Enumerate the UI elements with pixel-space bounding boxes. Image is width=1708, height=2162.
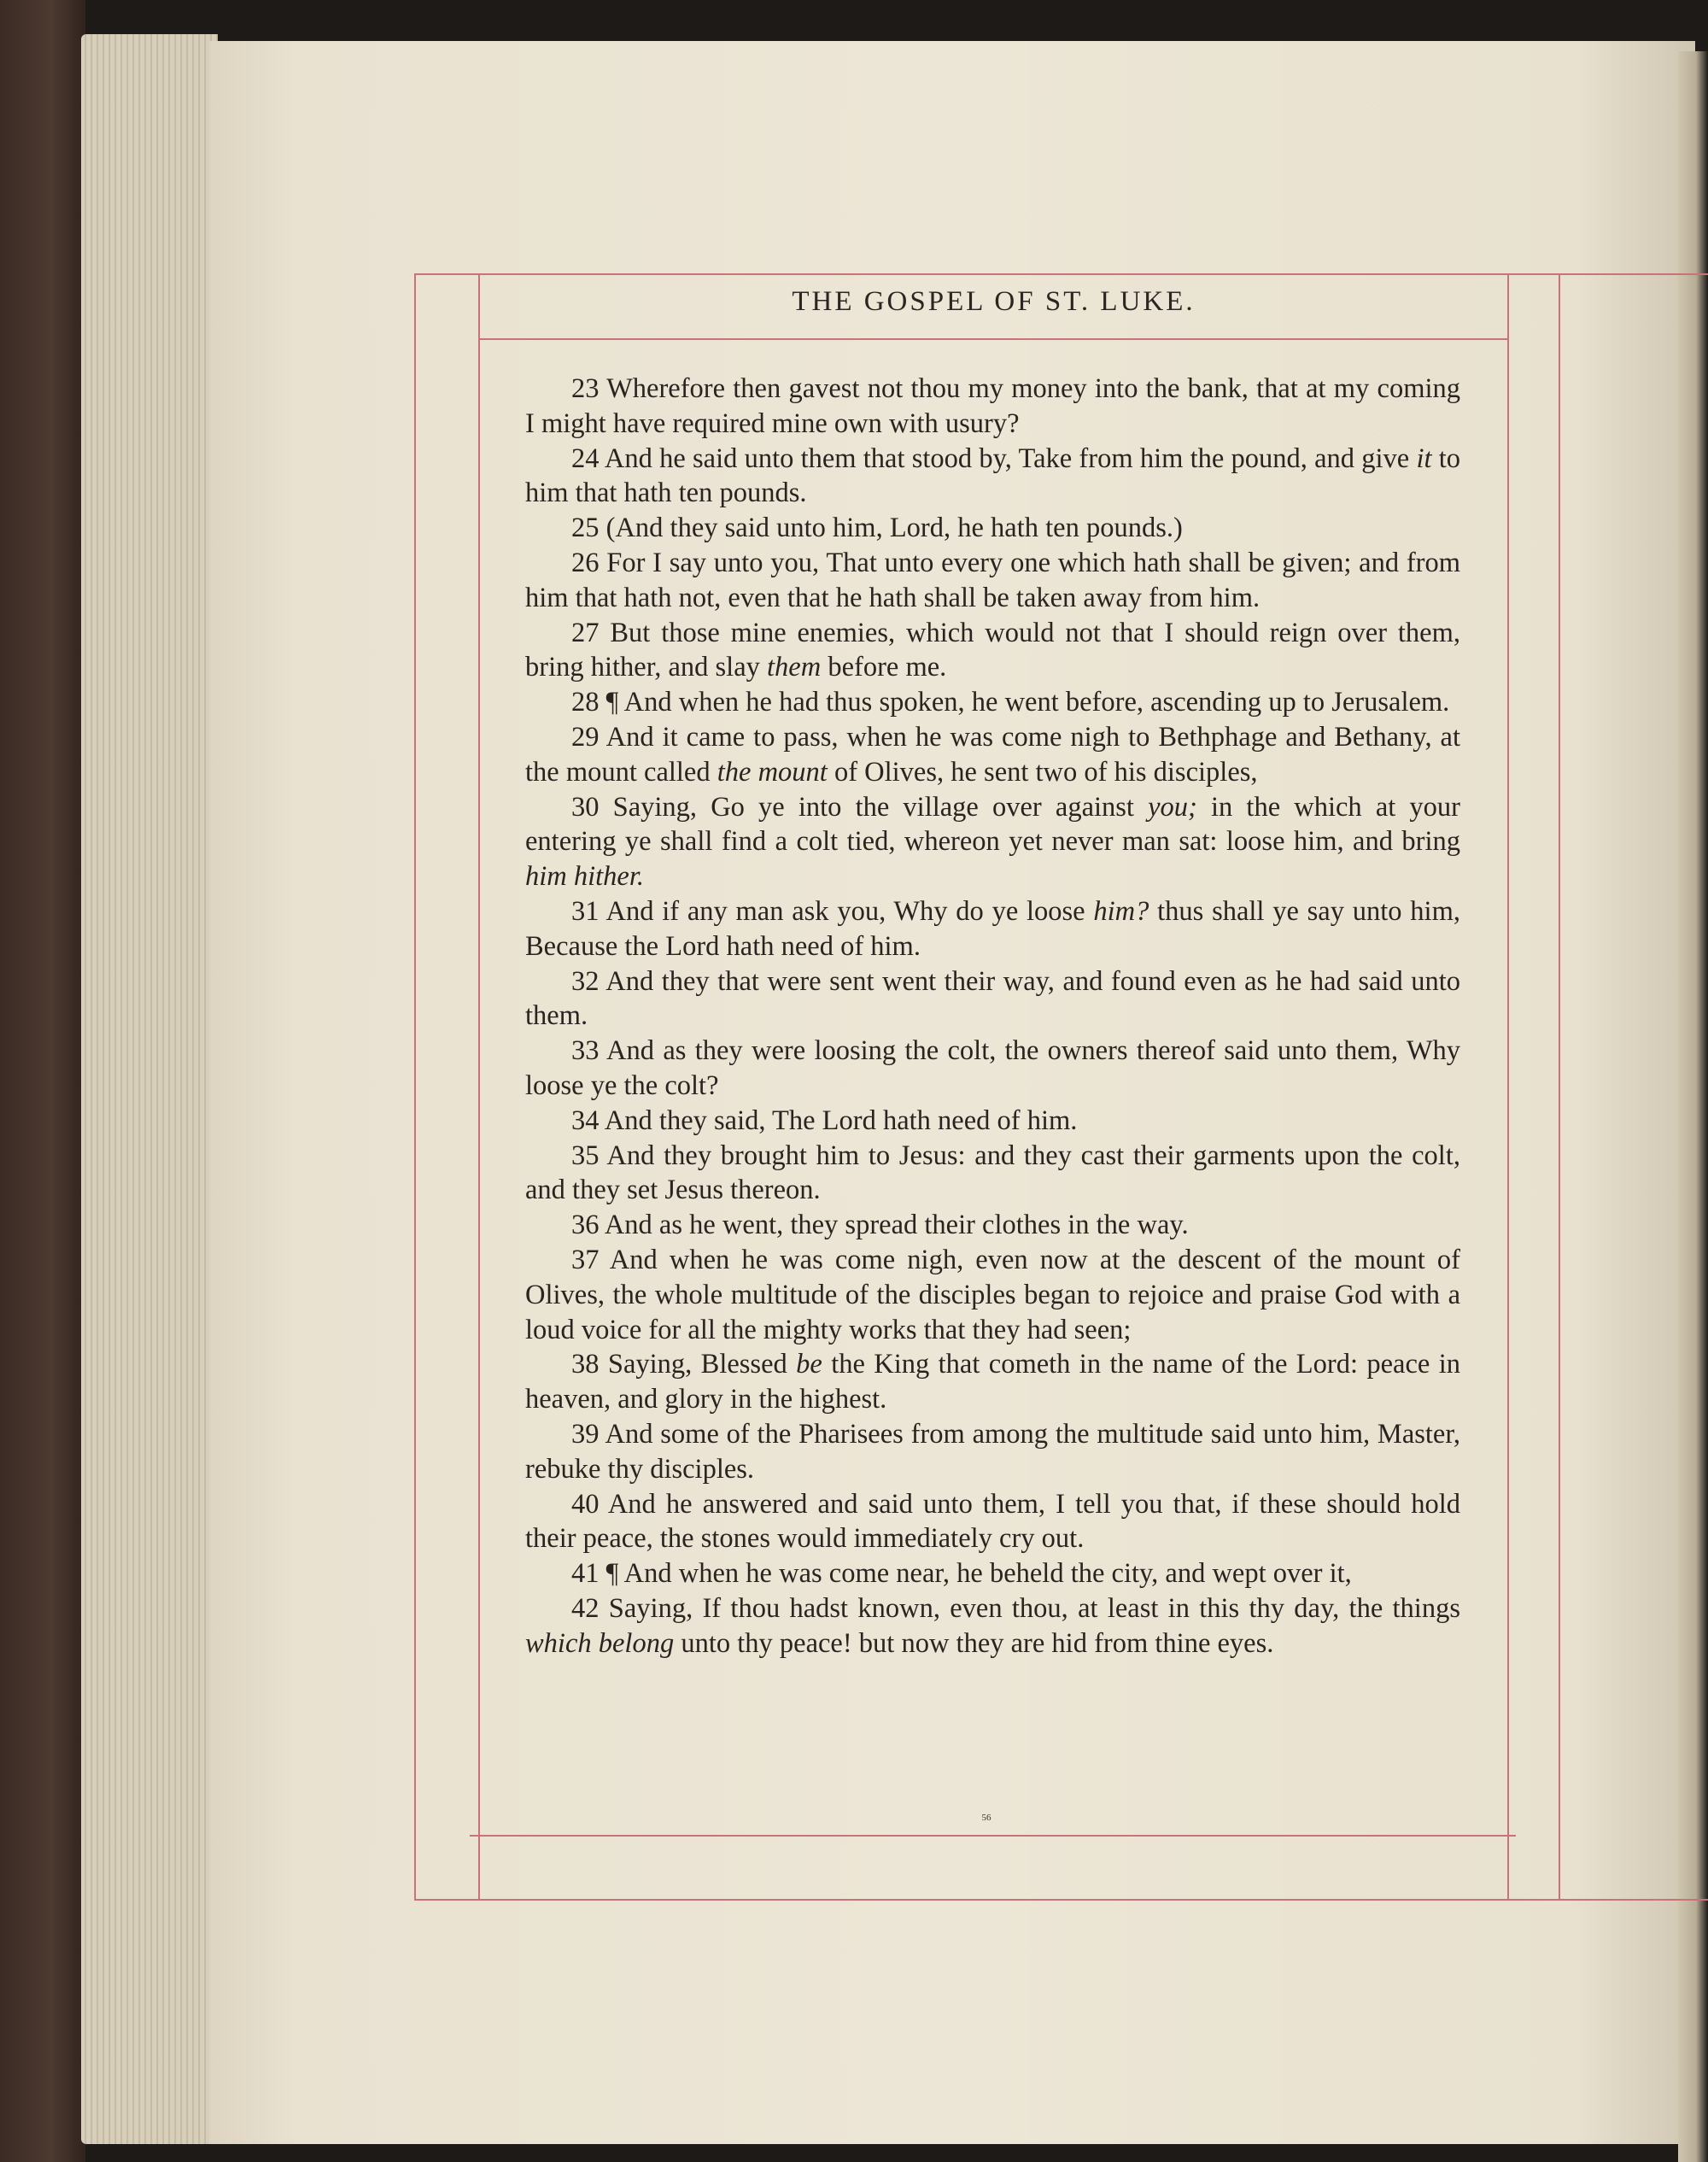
verse-italic-text: be (796, 1349, 822, 1380)
verse-text: 39 And some of the Pharisees from among the multitude said unto him, Master, rebuke thy disciples. (525, 1418, 1460, 1485)
verse (525, 442, 1460, 512)
verse-text: unto thy peace! but now they are hid from thine eyes. (674, 1627, 1274, 1659)
verse-text: 37 And when he was come nigh, even now at the descent of the mount of Olives, the whole multitude of the disciples began to rejoice and praise God with a loud voice for all the mighty works that they had seen; (525, 1244, 1460, 1345)
verse (525, 1556, 1460, 1591)
verse-text: the King that cometh in the name of the Lord: peace in heaven, and glory in the highest. (525, 1349, 1460, 1415)
frame-rule-bottom (414, 1899, 1708, 1901)
verse (525, 790, 1460, 894)
verse-text: 38 Saying, Blessed (571, 1349, 797, 1380)
page-number: 56 (981, 1813, 991, 1823)
verse-text: of Olives, he sent two of his disciples, (827, 756, 1258, 788)
verse (525, 1139, 1460, 1209)
verse (525, 1591, 1460, 1661)
verse-italic-text: which belong (525, 1627, 675, 1659)
verse (525, 894, 1460, 964)
frame-rule-outer-right (1559, 273, 1560, 1901)
verse-italic-text: the mount (717, 756, 828, 788)
verse-text: 34 And they said, The Lord hath need of him. (571, 1104, 1078, 1136)
frame-rule-inner-right (1507, 273, 1509, 1901)
verse-italic-text: him? (1093, 895, 1149, 927)
verse-text: 25 (And they said unto him, Lord, he hath ten pounds.) (571, 513, 1183, 544)
book-cover-spine (0, 0, 85, 2162)
verse-text: 24 And he said unto them that stood by, Take from him the pound, and give (571, 442, 1417, 474)
verse (525, 546, 1460, 616)
verse-text: 26 For I say unto you, That unto every one which hath shall be given; and from him that hath not, even that he hath shall be taken away from him. (525, 547, 1460, 613)
verse-text: 31 And if any man ask you, Why do ye loose (571, 895, 1094, 927)
verse-text: 33 And as they were loosing the colt, the owners thereof said unto them, Why loose ye the colt? (525, 1035, 1460, 1101)
verse (525, 1487, 1460, 1557)
verse (525, 1417, 1460, 1487)
running-head: THE GOSPEL OF ST. LUKE. (792, 286, 1196, 317)
verse (525, 372, 1460, 442)
frame-rule-top (414, 273, 1708, 275)
verse (525, 720, 1460, 790)
verse (525, 1208, 1460, 1243)
verse-text: 23 Wherefore then gavest not thou my money into the bank, that at my coming I might have required mine own with usury? (525, 373, 1460, 439)
verse (525, 1243, 1460, 1347)
verse-text: 42 Saying, If thou hadst known, even thou, at least in this thy day, the things (571, 1592, 1460, 1624)
verse-text: 29 And it came to pass, when he was come nigh to Bethphage and Bethany, at the mount called (525, 721, 1460, 788)
header-rule (478, 338, 1507, 340)
verse-italic-text: it (1416, 442, 1432, 474)
verse (525, 1104, 1460, 1139)
frame-rule-outer-left (414, 273, 416, 1901)
verse-text: before me. (821, 652, 947, 683)
verse-text: 30 Saying, Go ye into the village over against (571, 791, 1149, 823)
verse (525, 1034, 1460, 1104)
next-page-edge (1678, 51, 1708, 2162)
verse-text: 40 And he answered and said unto them, I tell you that, if these should hold their peace, the stones would immediately cry out. (525, 1488, 1460, 1555)
verse-text: 28 ¶ And when he had thus spoken, he went before, ascending up to Jerusalem. (571, 687, 1450, 718)
verse (525, 616, 1460, 686)
verse (525, 685, 1460, 720)
verse-text: 35 And they brought him to Jesus: and they cast their garments upon the colt, and they set Jesus thereon. (525, 1140, 1460, 1206)
verse-text: thus shall ye say unto him, Because the Lord hath need of him. (525, 895, 1460, 962)
verse (525, 1347, 1460, 1417)
frame-rule-inner-left (478, 273, 480, 1901)
page-edges (81, 34, 218, 2144)
verse (525, 964, 1460, 1034)
verse-italic-text: you; (1148, 791, 1197, 823)
verse-text-block (525, 372, 1460, 1661)
verse (525, 511, 1460, 546)
verse-text: to him that hath ten pounds. (525, 442, 1460, 509)
verse-italic-text: him hither. (525, 861, 645, 893)
verse-text: 32 And they that were sent went their way, and found even as he had said unto them. (525, 965, 1460, 1032)
verse-text: 36 And as he went, they spread their clothes in the way. (571, 1210, 1189, 1241)
verse-text: 27 But those mine enemies, which would not that I should reign over them, bring hither, and slay (525, 617, 1460, 683)
verse-text: in the which at your entering ye shall find a colt tied, whereon yet never man sat: loose him, and bring (525, 791, 1460, 858)
footer-rule (470, 1835, 1516, 1837)
verse-text: 41 ¶ And when he was come near, he beheld the city, and wept over it, (571, 1558, 1352, 1590)
verse-italic-text: them (767, 652, 822, 683)
